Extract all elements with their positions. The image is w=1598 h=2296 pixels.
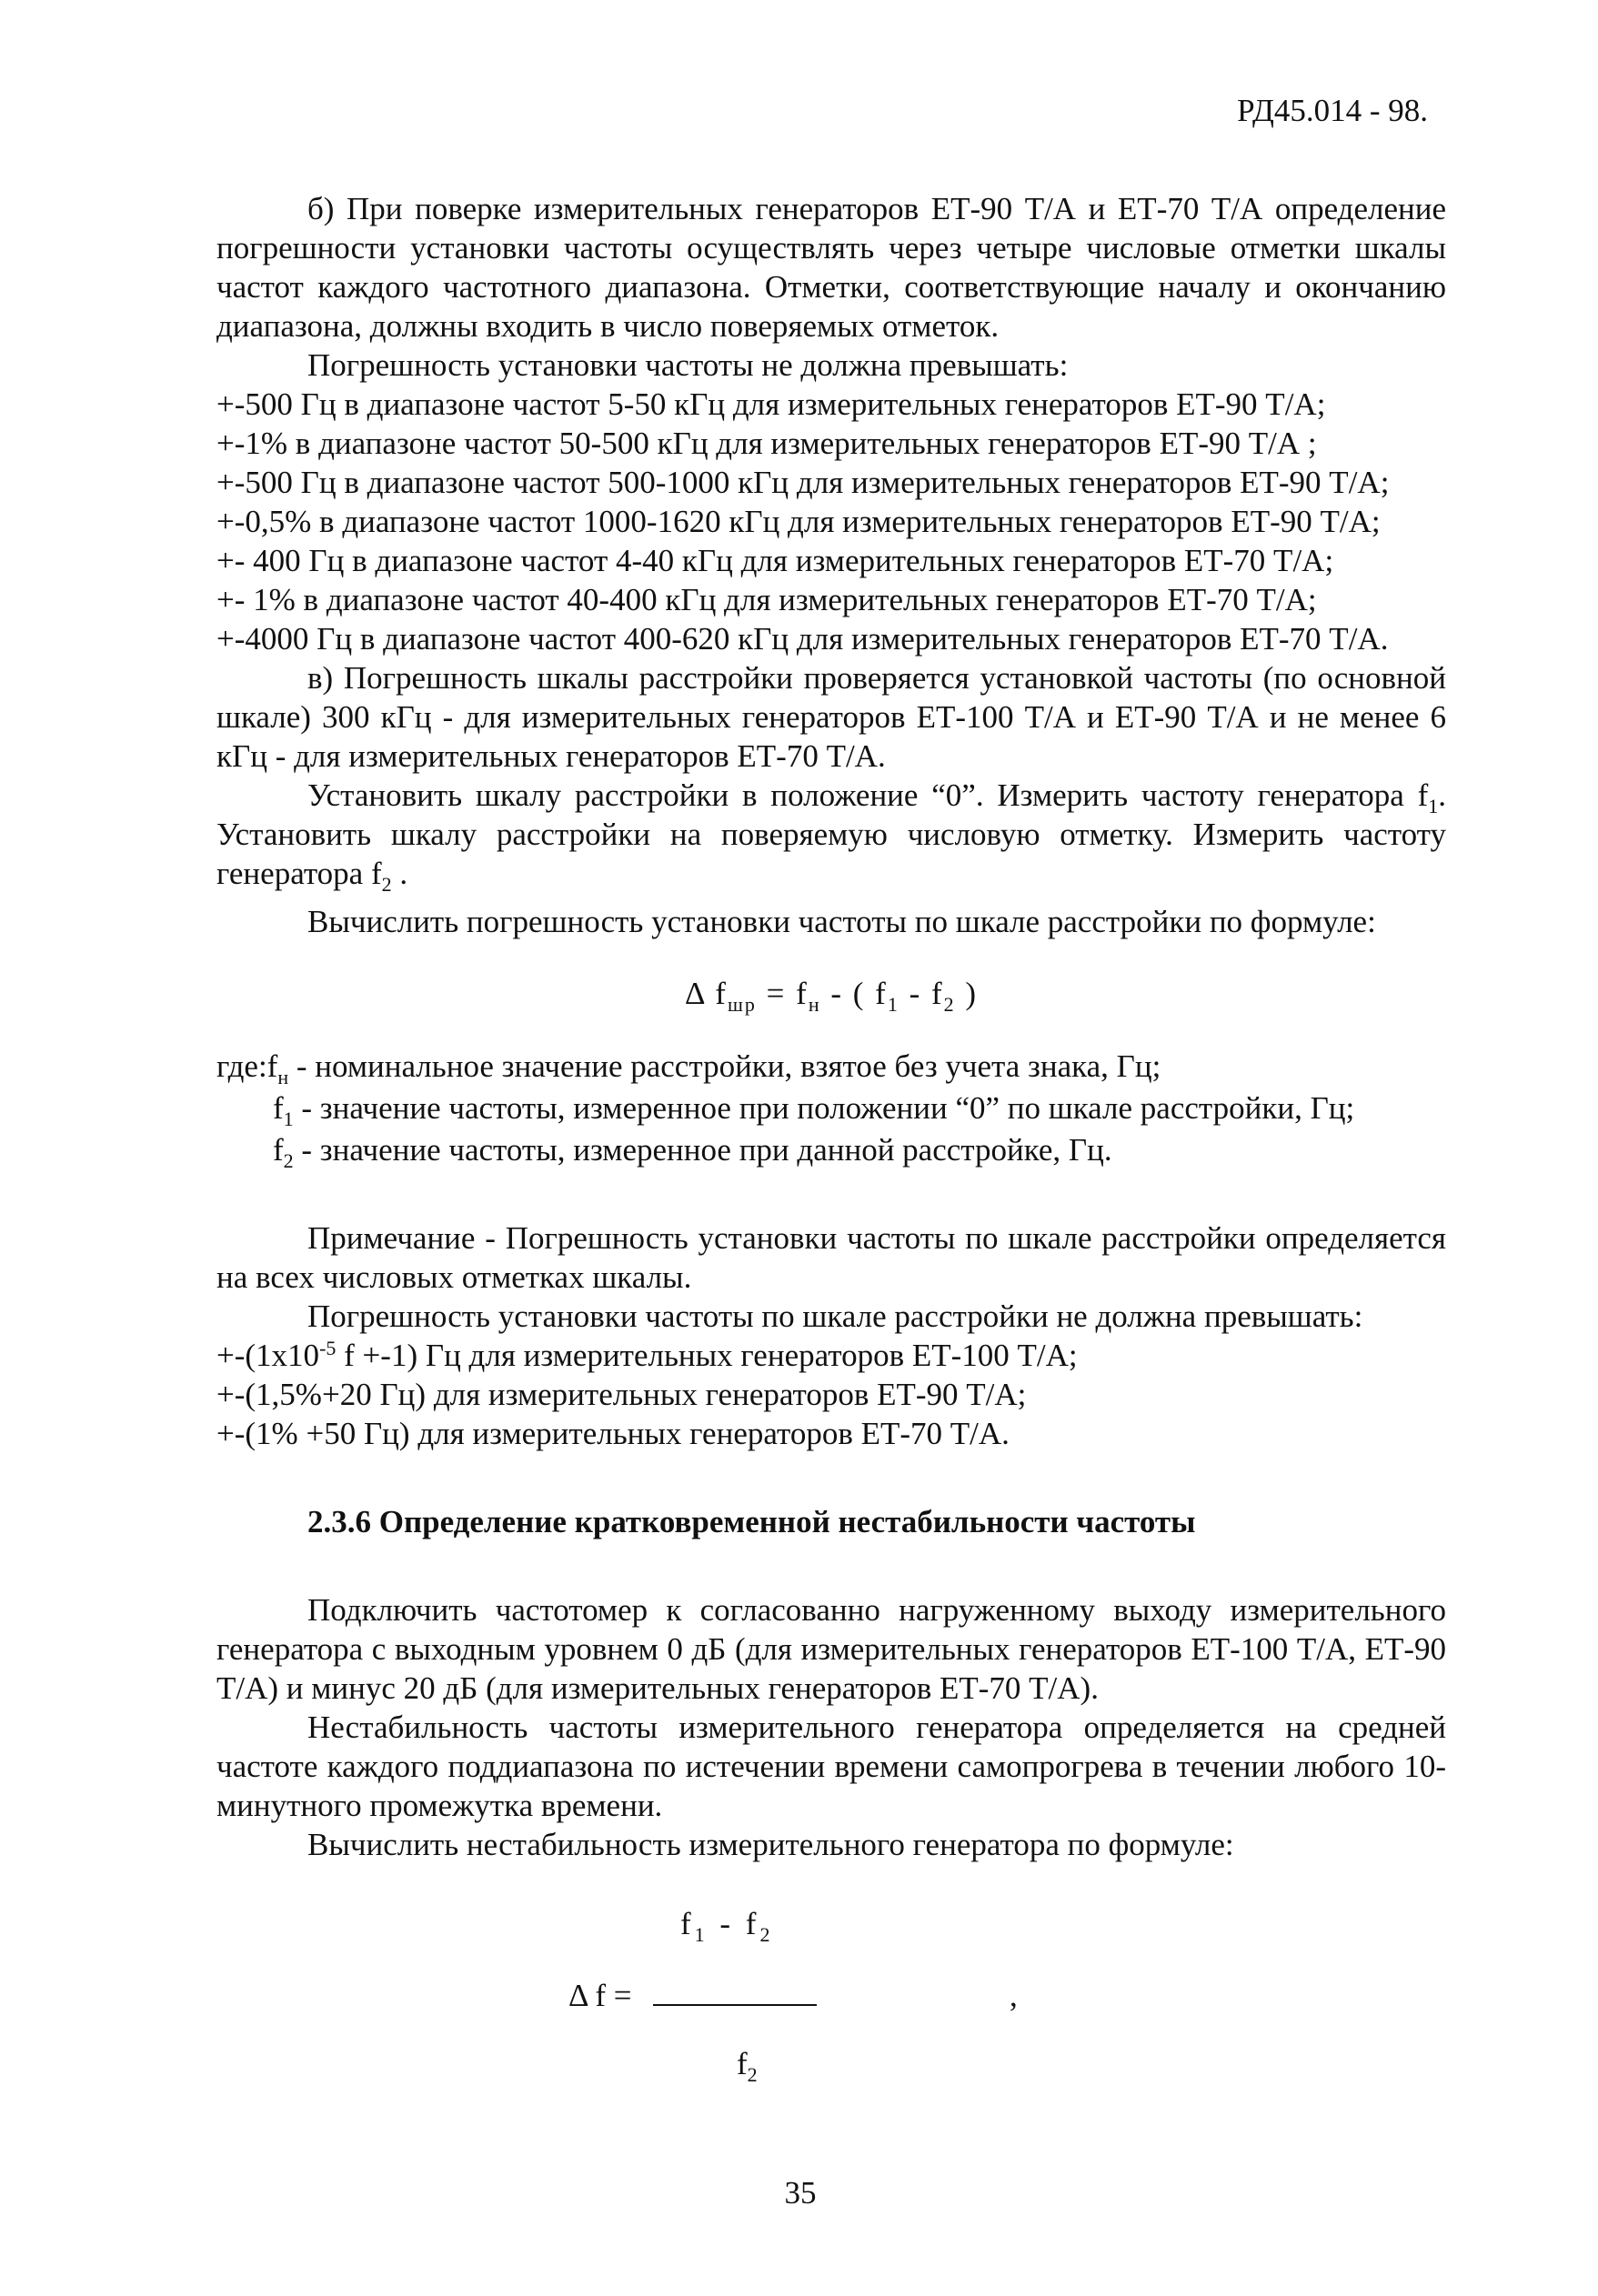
formula-legend (216, 1046, 1446, 1171)
section-heading: 2.3.6 Определение кратковременной нестабильности частоты (307, 1504, 1196, 1539)
fraction-bar (653, 2004, 817, 2006)
section-236-paragraph-1: Подключить частотомер к согласованно нагруженному выходу измерительного генератора с выходным уровнем 0 дБ (для измерительных генераторов ЕТ-100 Т/А, ЕТ-90 Т/А) и минус 20 дБ (для измерительных генераторов ЕТ-70 Т/А). (216, 1592, 1446, 1706)
section-v-step1: Установить шкалу расстройки в положение “0”. Измерить частоту генератора $f_1$. Установить шкалу расстройки на поверяемую числовую отметку. Измерить частоту генератора $f_2$ . (216, 777, 1446, 896)
fraction-lhs: Δ f = (568, 1978, 632, 2013)
list-item: +- 1% в диапазоне частот 40-400 кГц для измерительных генераторов ЕТ-70 Т/А; (216, 582, 1317, 617)
legend-f1: $f_1$ - значение частоты, измеренное при положении “0” по шкале расстройки, Гц; (273, 1090, 1355, 1130)
note-block (216, 1218, 1446, 1453)
section-b-limit-list (216, 385, 1446, 658)
list-item: +-1% в диапазоне частот 50-500 кГц для измерительных генераторов ЕТ-90 Т/А ; (216, 426, 1317, 461)
page-number: 35 (784, 2175, 817, 2211)
fraction-comma: , (1010, 1978, 1018, 2013)
list-item: +-500 Гц в диапазоне частот 500-1000 кГц для измерительных генераторов ЕТ-90 Т/А; (216, 465, 1390, 500)
list-item: +-4000 Гц в диапазоне частот 400-620 кГц для измерительных генераторов ЕТ-70 Т/А. (216, 621, 1389, 657)
document-body (216, 189, 1446, 2099)
section-236-paragraph-3: Вычислить нестабильность измерительного генератора по формуле: (307, 1827, 1234, 1862)
note-limit-intro: Погрешность установки частоты по шкале расстройки не должна превышать: (307, 1298, 1363, 1334)
section-b-paragraph: б) При поверке измерительных генераторов ЕТ-90 Т/А и ЕТ-70 Т/А определение погрешности установки частоты осуществлять через четыре числовые отметки шкалы частот каждого частотного диапазона. Отметки, соответствующие началу и окончанию диапазона, должны входить в число поверяемых отметок. (216, 191, 1446, 344)
list-item: $+-(1x10^{-5}$ f +-1) Гц для измерительных генераторов ЕТ-100 Т/А; (216, 1337, 1078, 1373)
list-item: +- 400 Гц в диапазоне частот 4-40 кГц для измерительных генераторов ЕТ-70 Т/А; (216, 543, 1334, 578)
fraction-denominator: $f_2$ (737, 2046, 758, 2086)
legend-fn: $где:f_н$ - номинальное значение расстройки, взятое без учета знака, Гц; (216, 1048, 1161, 1088)
section-236-paragraph-2: Нестабильность частоты измерительного генератора определяется на средней частоте каждого поддиапазона по истечении времени самопрогрева в течении любого 10-минутного промежутка времени. (216, 1709, 1446, 1823)
formula-scale-error: Δ $f_{шр} = f_н$ - ( $f_1 - f_2$ ) (684, 976, 979, 1016)
list-item: +-(1% +50 Гц) для измерительных генераторов ЕТ-70 Т/А. (216, 1416, 1010, 1451)
document-code: РД45.014 - 98. (1237, 93, 1428, 128)
section-v-paragraph: в) Погрешность шкалы расстройки проверяется установкой частоты (по основной шкале) 300 кГц - для измерительных генераторов ЕТ-100 Т/А и ЕТ-90 Т/А и не менее 6 кГц - для измерительных генераторов ЕТ-70 Т/А. (216, 660, 1446, 774)
fraction-numerator: $f_1 - f_2$ (680, 1906, 774, 1946)
list-item: +-0,5% в диапазоне частот 1000-1620 кГц для измерительных генераторов ЕТ-90 Т/А; (216, 504, 1381, 539)
note-text: Примечание - Погрешность установки частоты по шкале расстройки определяется на всех числовых отметках шкалы. (216, 1220, 1446, 1295)
list-item: +-500 Гц в диапазоне частот 5-50 кГц для измерительных генераторов ЕТ-90 Т/А; (216, 386, 1326, 422)
formula-instability (216, 1890, 1446, 2099)
list-item: +-(1,5%+20 Гц) для измерительных генераторов ЕТ-90 Т/А; (216, 1377, 1027, 1412)
legend-f2: $f_2$ - значение частоты, измеренное при данной расстройке, Гц. (273, 1132, 1112, 1172)
section-b-limit-intro: Погрешность установки частоты не должна превышать: (307, 347, 1069, 383)
section-v-calc: Вычислить погрешность установки частоты по шкале расстройки по формуле: (307, 904, 1376, 939)
